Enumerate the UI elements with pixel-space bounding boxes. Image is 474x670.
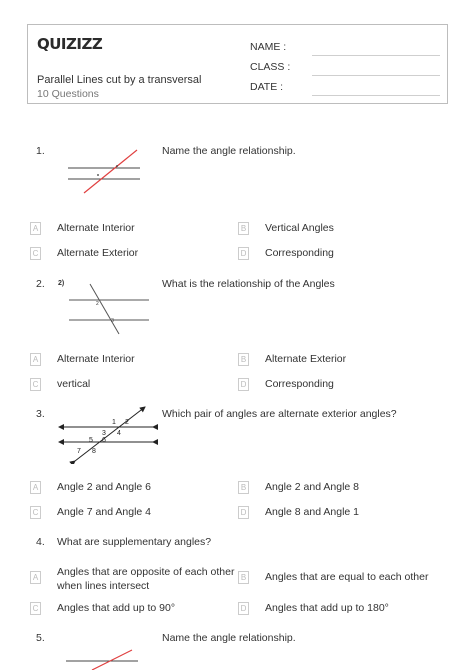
option-letter-box: A: [30, 481, 41, 494]
angle-label: 7: [77, 448, 81, 455]
transversal-line: [90, 284, 119, 334]
option-text: Alternate Interior: [57, 222, 135, 234]
angle-mark: [116, 165, 118, 167]
option-text: Angles that are equal to each other: [265, 571, 429, 583]
angle-label: 3: [111, 318, 114, 324]
question-1-figure: [62, 145, 144, 195]
transversal-line: [92, 650, 132, 670]
option-letter-box: C: [30, 506, 41, 519]
option-letter-box: A: [30, 222, 41, 235]
question-2-figure: [55, 274, 155, 336]
question-1-number: 1.: [36, 145, 45, 157]
option-letter-box: C: [30, 247, 41, 260]
class-label: CLASS :: [250, 61, 291, 73]
figure-label: 2): [58, 280, 65, 287]
name-field[interactable]: [250, 41, 440, 57]
class-field[interactable]: [250, 61, 440, 77]
option-text: Alternate Exterior: [57, 247, 139, 259]
angle-label: 3: [102, 430, 106, 437]
angle-label: 6: [102, 437, 106, 444]
option-letter-box: B: [238, 571, 249, 584]
angle-label: 4: [117, 430, 121, 437]
question-5-figure: [62, 640, 144, 670]
option-text: Alternate Exterior: [265, 353, 347, 365]
question-4-text: What are supplementary angles?: [57, 536, 212, 548]
option-text: Angle 8 and Angle 1: [265, 506, 359, 518]
worksheet-header: [27, 24, 448, 104]
question-2-number: 2.: [36, 278, 45, 290]
class-line: [312, 75, 440, 76]
date-field[interactable]: [250, 81, 440, 97]
angle-label: 2: [96, 301, 99, 307]
question-3-number: 3.: [36, 408, 45, 420]
option-text: Angles that are opposite of each other when lines intersect: [57, 566, 235, 592]
question-5-number: 5.: [36, 632, 45, 644]
option-text: Vertical Angles: [265, 222, 334, 234]
option-text: Angle 7 and Angle 4: [57, 506, 151, 518]
option-text: Angle 2 and Angle 8: [265, 481, 359, 493]
option-text: Angles that add up to 90°: [57, 602, 176, 614]
option-letter-box: D: [238, 247, 249, 260]
option-letter-box: D: [238, 506, 249, 519]
angle-label: 1: [112, 419, 116, 426]
name-line: [312, 55, 440, 56]
option-text: Alternate Interior: [57, 353, 135, 365]
question-count: 10 Questions: [37, 88, 99, 100]
option-text: vertical: [57, 378, 91, 390]
worksheet-title: Parallel Lines cut by a transversal: [37, 74, 202, 86]
option-text: Corresponding: [265, 378, 334, 390]
option-letter-box: C: [30, 378, 41, 391]
option-letter-box: B: [238, 353, 249, 366]
question-2-text: What is the relationship of the Angles: [162, 278, 335, 290]
question-1-text: Name the angle relationship.: [162, 145, 296, 157]
quizizz-logo: QUIZIZZ: [37, 35, 103, 53]
option-text: Angle 2 and Angle 6: [57, 481, 151, 493]
question-3-figure: [55, 402, 160, 464]
option-letter-box: A: [30, 353, 41, 366]
option-letter-box: D: [238, 378, 249, 391]
option-text: Angles that add up to 180°: [265, 602, 389, 614]
date-label: DATE :: [250, 81, 284, 93]
question-3-text: Which pair of angles are alternate exterior angles?: [162, 408, 397, 420]
option-letter-box: B: [238, 481, 249, 494]
option-text: Corresponding: [265, 247, 334, 259]
angle-label: 5: [89, 437, 93, 444]
option-letter-box: D: [238, 602, 249, 615]
question-4-number: 4.: [36, 536, 45, 548]
question-5-text: Name the angle relationship.: [162, 632, 296, 644]
date-line: [312, 95, 440, 96]
option-letter-box: B: [238, 222, 249, 235]
option-letter-box: C: [30, 602, 41, 615]
transversal-line: [75, 407, 145, 461]
transversal-line: [84, 150, 137, 193]
angle-label: 8: [92, 448, 96, 455]
angle-mark: [97, 174, 99, 176]
angle-label: 2: [125, 419, 129, 426]
option-letter-box: A: [30, 571, 41, 584]
name-label: NAME :: [250, 41, 287, 53]
